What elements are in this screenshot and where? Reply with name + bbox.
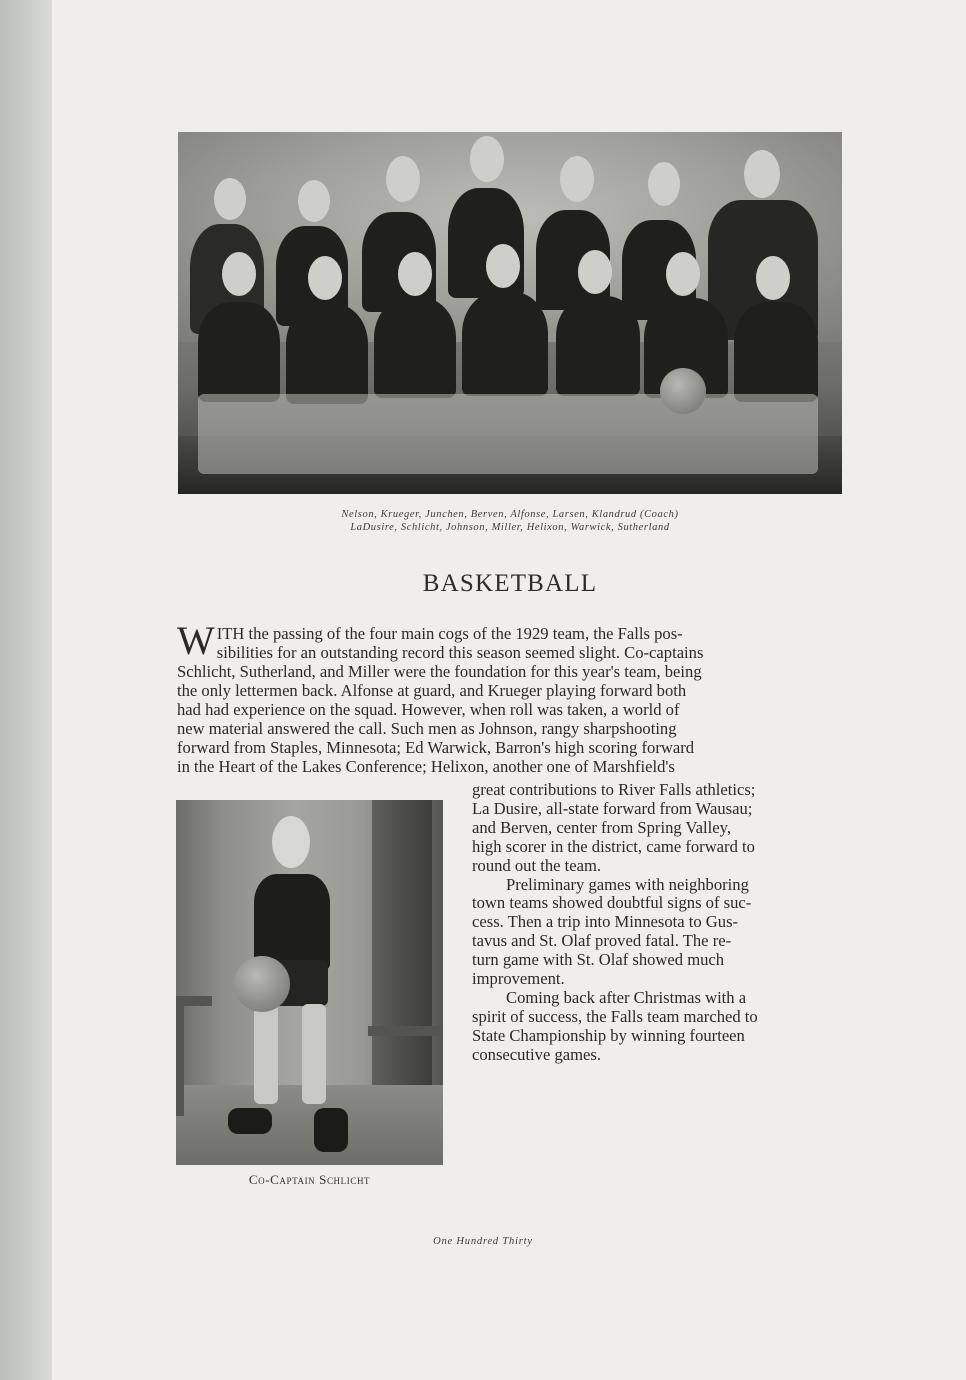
body-line: consecutive games. [472,1044,602,1064]
body-line: had had experience on the squad. However, when roll was taken, a world of [177,700,680,719]
body-line: new material answered the call. Such men as Johnson, rangy sharpshooting [177,719,677,738]
players-legs [198,394,818,474]
player-shoe [228,1108,272,1134]
player-figure [462,292,548,396]
player-head [756,256,790,300]
captain-caption [176,1172,443,1188]
player-head [666,252,700,296]
body-line: State Championship by winning fourteen [472,1025,745,1045]
body-line: cess. Then a trip into Minnesota to Gus- [472,912,739,932]
player-head [222,252,256,296]
body-line: Schlicht, Sutherland, and Miller were the foundation for this year's team, being [177,662,702,681]
article-column [472,781,838,1065]
body-line: in the Heart of the Lakes Conference; Helixon, another one of Marshfield's [177,757,675,776]
page-number: One Hundred Thirty [433,1236,533,1247]
player-figure [734,302,818,402]
basketball [234,956,290,1012]
player-head [578,250,612,294]
player-figure [374,298,456,398]
body-line: Preliminary games with neighboring [506,874,749,894]
body-line: sibilities for an outstanding record this season seemed slight. Co-captains [216,643,704,662]
player-figure [198,302,280,402]
player-leg [254,1004,278,1104]
player-head [272,816,310,868]
body-line: round out the team. [472,855,602,875]
body-line: forward from Staples, Minnesota; Ed Warwick, Barron's high scoring forward [177,738,695,757]
player-head [486,244,520,288]
bench-right [368,1026,443,1036]
body-line: improvement. [472,969,565,989]
photo-caption-line1: Nelson, Krueger, Junchen, Berven, Alfonse, Larsen, Klandrud (Coach) [341,509,679,520]
body-line: high scorer in the district, came forward to [472,836,755,856]
bench-left [176,996,212,1006]
body-line: tavus and St. Olaf proved fatal. The re- [472,931,732,951]
captain-photo-door [372,800,432,1085]
body-line: turn game with St. Olaf showed much [472,950,725,970]
captain-photo [176,800,443,1165]
photo-caption-line2: LaDusire, Schlicht, Johnson, Miller, Helixon, Warwick, Sutherland [350,522,670,533]
player-shoe [314,1108,348,1152]
bench-left-leg [176,1006,184,1116]
body-line: town teams showed doubtful signs of suc- [472,893,752,913]
team-photo [178,132,842,494]
player-head [470,136,504,182]
body-line: spirit of success, the Falls team marched to [472,1006,758,1026]
article-body [177,618,839,776]
coach-head [744,150,780,198]
page-title: BASKETBALL [422,570,598,597]
player-figure [286,304,368,404]
basketball [660,368,706,414]
player-figure [556,296,640,396]
body-line: the only lettermen back. Alfonse at guard, and Krueger playing forward both [177,681,687,700]
captain-caption-text: Co-Captain Schlicht [248,1172,371,1187]
body-line: ITH the passing of the four main cogs of the 1929 team, the Falls pos- [216,624,683,643]
player-head [298,180,330,222]
body-line: La Dusire, all-state forward from Wausau; [472,798,753,818]
player-head [648,162,680,206]
player-head [560,156,594,202]
player-head [214,178,246,220]
player-head [398,252,432,296]
player-leg [302,1004,326,1104]
body-line: great contributions to River Falls athletics; [472,780,756,799]
body-line: and Berven, center from Spring Valley, [472,817,731,837]
player-head [308,256,342,300]
book-spine-edge [0,0,52,1380]
drop-cap: W [177,618,215,663]
player-head [386,156,420,202]
body-line: Coming back after Christmas with a [506,987,747,1007]
